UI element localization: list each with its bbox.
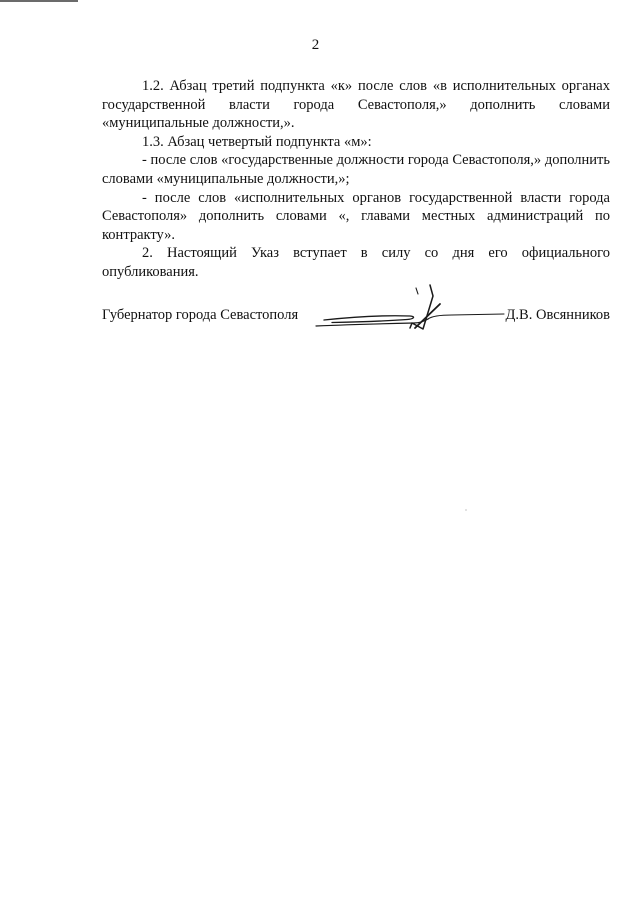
- scan-speck: [465, 509, 467, 511]
- signatory-title: Губернатор города Севастополя: [102, 307, 299, 323]
- paragraph-1-3: 1.3. Абзац четвертый подпункта «м»:: [142, 133, 372, 150]
- page-number: 2: [311, 37, 320, 53]
- paragraph-1-3-item-2: - после слов «исполнительных органов государственной власти города Севастополя» дополнить словами «, главами местных администраций по контракту».: [102, 189, 610, 243]
- signature-block: [102, 306, 610, 346]
- handwritten-signature: [312, 282, 507, 344]
- paragraph-1-3-item-1: - после слов «государственные должности города Севастополя,» дополнить словами «муниципальные должности,»;: [102, 152, 610, 187]
- scan-edge-line: [0, 0, 78, 2]
- signatory-name: Д.В. Овсянников: [505, 307, 610, 323]
- document-body: [102, 77, 610, 282]
- paragraph-1-2: 1.2. Абзац третий подпункта «к» после слов «в исполнительных органах государственной власти города Севастополя,» дополнить словами «муниципальные должности,».: [102, 78, 610, 132]
- paragraph-2: 2. Настоящий Указ вступает в силу со дня его официального опубликования.: [102, 245, 610, 280]
